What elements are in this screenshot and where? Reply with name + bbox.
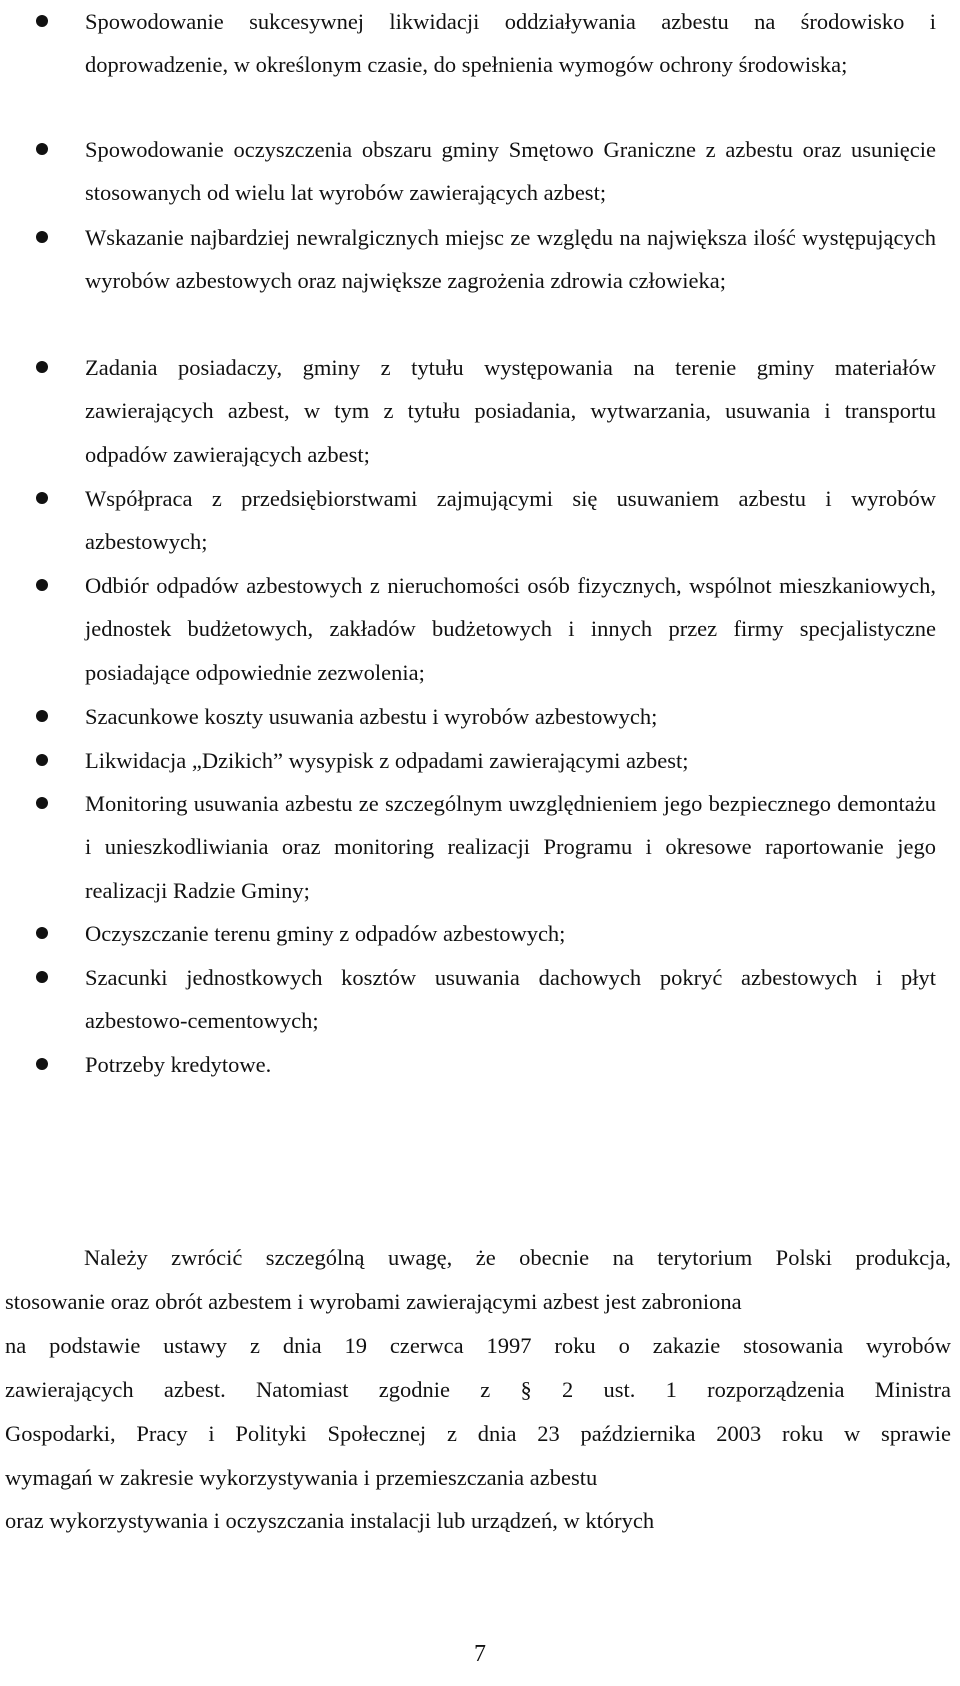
bullet-icon (36, 492, 48, 504)
bullet-text: Szacunki jednostkowych kosztów usuwania dachowych pokryć azbestowych i płyt azbestowo-cementowych; (85, 965, 936, 1034)
bullet-text: Spowodowanie sukcesywnej likwidacji oddziaływania azbestu na środowisko i doprowadzenie, w określonym czasie, do spełnienia wymogów ochrony środowiska; (85, 9, 936, 78)
bullet-icon (36, 231, 48, 243)
bullet-icon (36, 710, 48, 722)
bullet-text: Monitoring usuwania azbestu ze szczególnym uwzględnieniem jego bezpiecznego demontażu i unieszkodliwiania oraz monitoring realizacji Programu i okresowe raportowanie jego realizacji Radzie Gminy; (85, 791, 936, 903)
paragraph-line: Należy zwrócić szczególną uwagę, że obecnie na terytorium Polski produkcja, (84, 1245, 951, 1270)
paragraph-line: na podstawie ustawy z dnia 19 czerwca 1997 roku o zakazie stosowania wyrobów (5, 1332, 951, 1358)
bullet-item-11 (0, 956, 960, 1043)
bullet-icon (36, 361, 48, 373)
body-paragraph (0, 1236, 960, 1543)
bullet-item-9 (0, 782, 960, 912)
bullet-text: Odbiór odpadów azbestowych z nieruchomości osób fizycznych, wspólnot mieszkaniowych, jednostek budżetowych, zakładów budżetowych i innych przez firmy specjalistyczne posiadające odpowiednie zezwolenia; (85, 573, 936, 685)
bullet-text: Współpraca z przedsiębiorstwami zajmującymi się usuwaniem azbestu i wyrobów azbestowych; (85, 486, 936, 555)
bullet-item-6 (0, 564, 960, 694)
paragraph-line: Gospodarki, Pracy i Polityki Społecznej z dnia 23 października 2003 roku w sprawie (5, 1420, 951, 1446)
bullet-text: Wskazanie najbardziej newralgicznych miejsc ze względu na największa ilość występujących wyrobów azbestowych oraz największe zagrożenia zdrowia człowieka; (85, 225, 936, 294)
paragraph-line: oraz wykorzystywania i oczyszczania instalacji lub urządzeń, w których (5, 1508, 655, 1534)
bullet-icon (36, 971, 48, 983)
bullet-item-2 (0, 128, 960, 215)
paragraph-line: wymagań w zakresie wykorzystywania i przemieszczania azbestu (5, 1464, 598, 1490)
bullet-text: Szacunkowe koszty usuwania azbestu i wyrobów azbestowych; (85, 704, 658, 729)
bullet-item-10 (0, 912, 960, 955)
bullet-icon (36, 15, 48, 27)
bullet-item-7 (0, 695, 960, 738)
bullet-item-4 (0, 346, 960, 476)
bullet-icon (36, 143, 48, 155)
bullet-icon (36, 754, 48, 766)
paragraph-line: zawierających azbest. Natomiast zgodnie z § 2 ust. 1 rozporządzenia Ministra (5, 1376, 951, 1402)
bullet-icon (36, 927, 48, 939)
bullet-text: Spowodowanie oczyszczenia obszaru gminy Smętowo Graniczne z azbestu oraz usunięcie stosowanych od wielu lat wyrobów zawierających azbest; (85, 137, 936, 206)
bullet-item-5 (0, 477, 960, 564)
bullet-icon (36, 797, 48, 809)
bullet-icon (36, 579, 48, 591)
bullet-item-12 (0, 1043, 960, 1086)
page-number: 7 (474, 1641, 486, 1667)
bullet-icon (36, 1058, 48, 1070)
bullet-text: Oczyszczanie terenu gminy z odpadów azbestowych; (85, 921, 566, 946)
bullet-item-3 (0, 216, 960, 303)
bullet-item-8 (0, 739, 960, 782)
paragraph-line: stosowanie oraz obrót azbestem i wyrobami zawierającymi azbest jest zabroniona (5, 1288, 742, 1314)
bullet-text: Likwidacja „Dzikich” wysypisk z odpadami zawierającymi azbest; (85, 748, 689, 773)
bullet-text: Potrzeby kredytowe. (85, 1052, 272, 1077)
bullet-text: Zadania posiadaczy, gminy z tytułu występowania na terenie gminy materiałów zawierających azbest, w tym z tytułu posiadania, wytwarzania, usuwania i transportu odpadów zawierających azbest; (85, 355, 936, 467)
bullet-item-1 (0, 0, 960, 87)
